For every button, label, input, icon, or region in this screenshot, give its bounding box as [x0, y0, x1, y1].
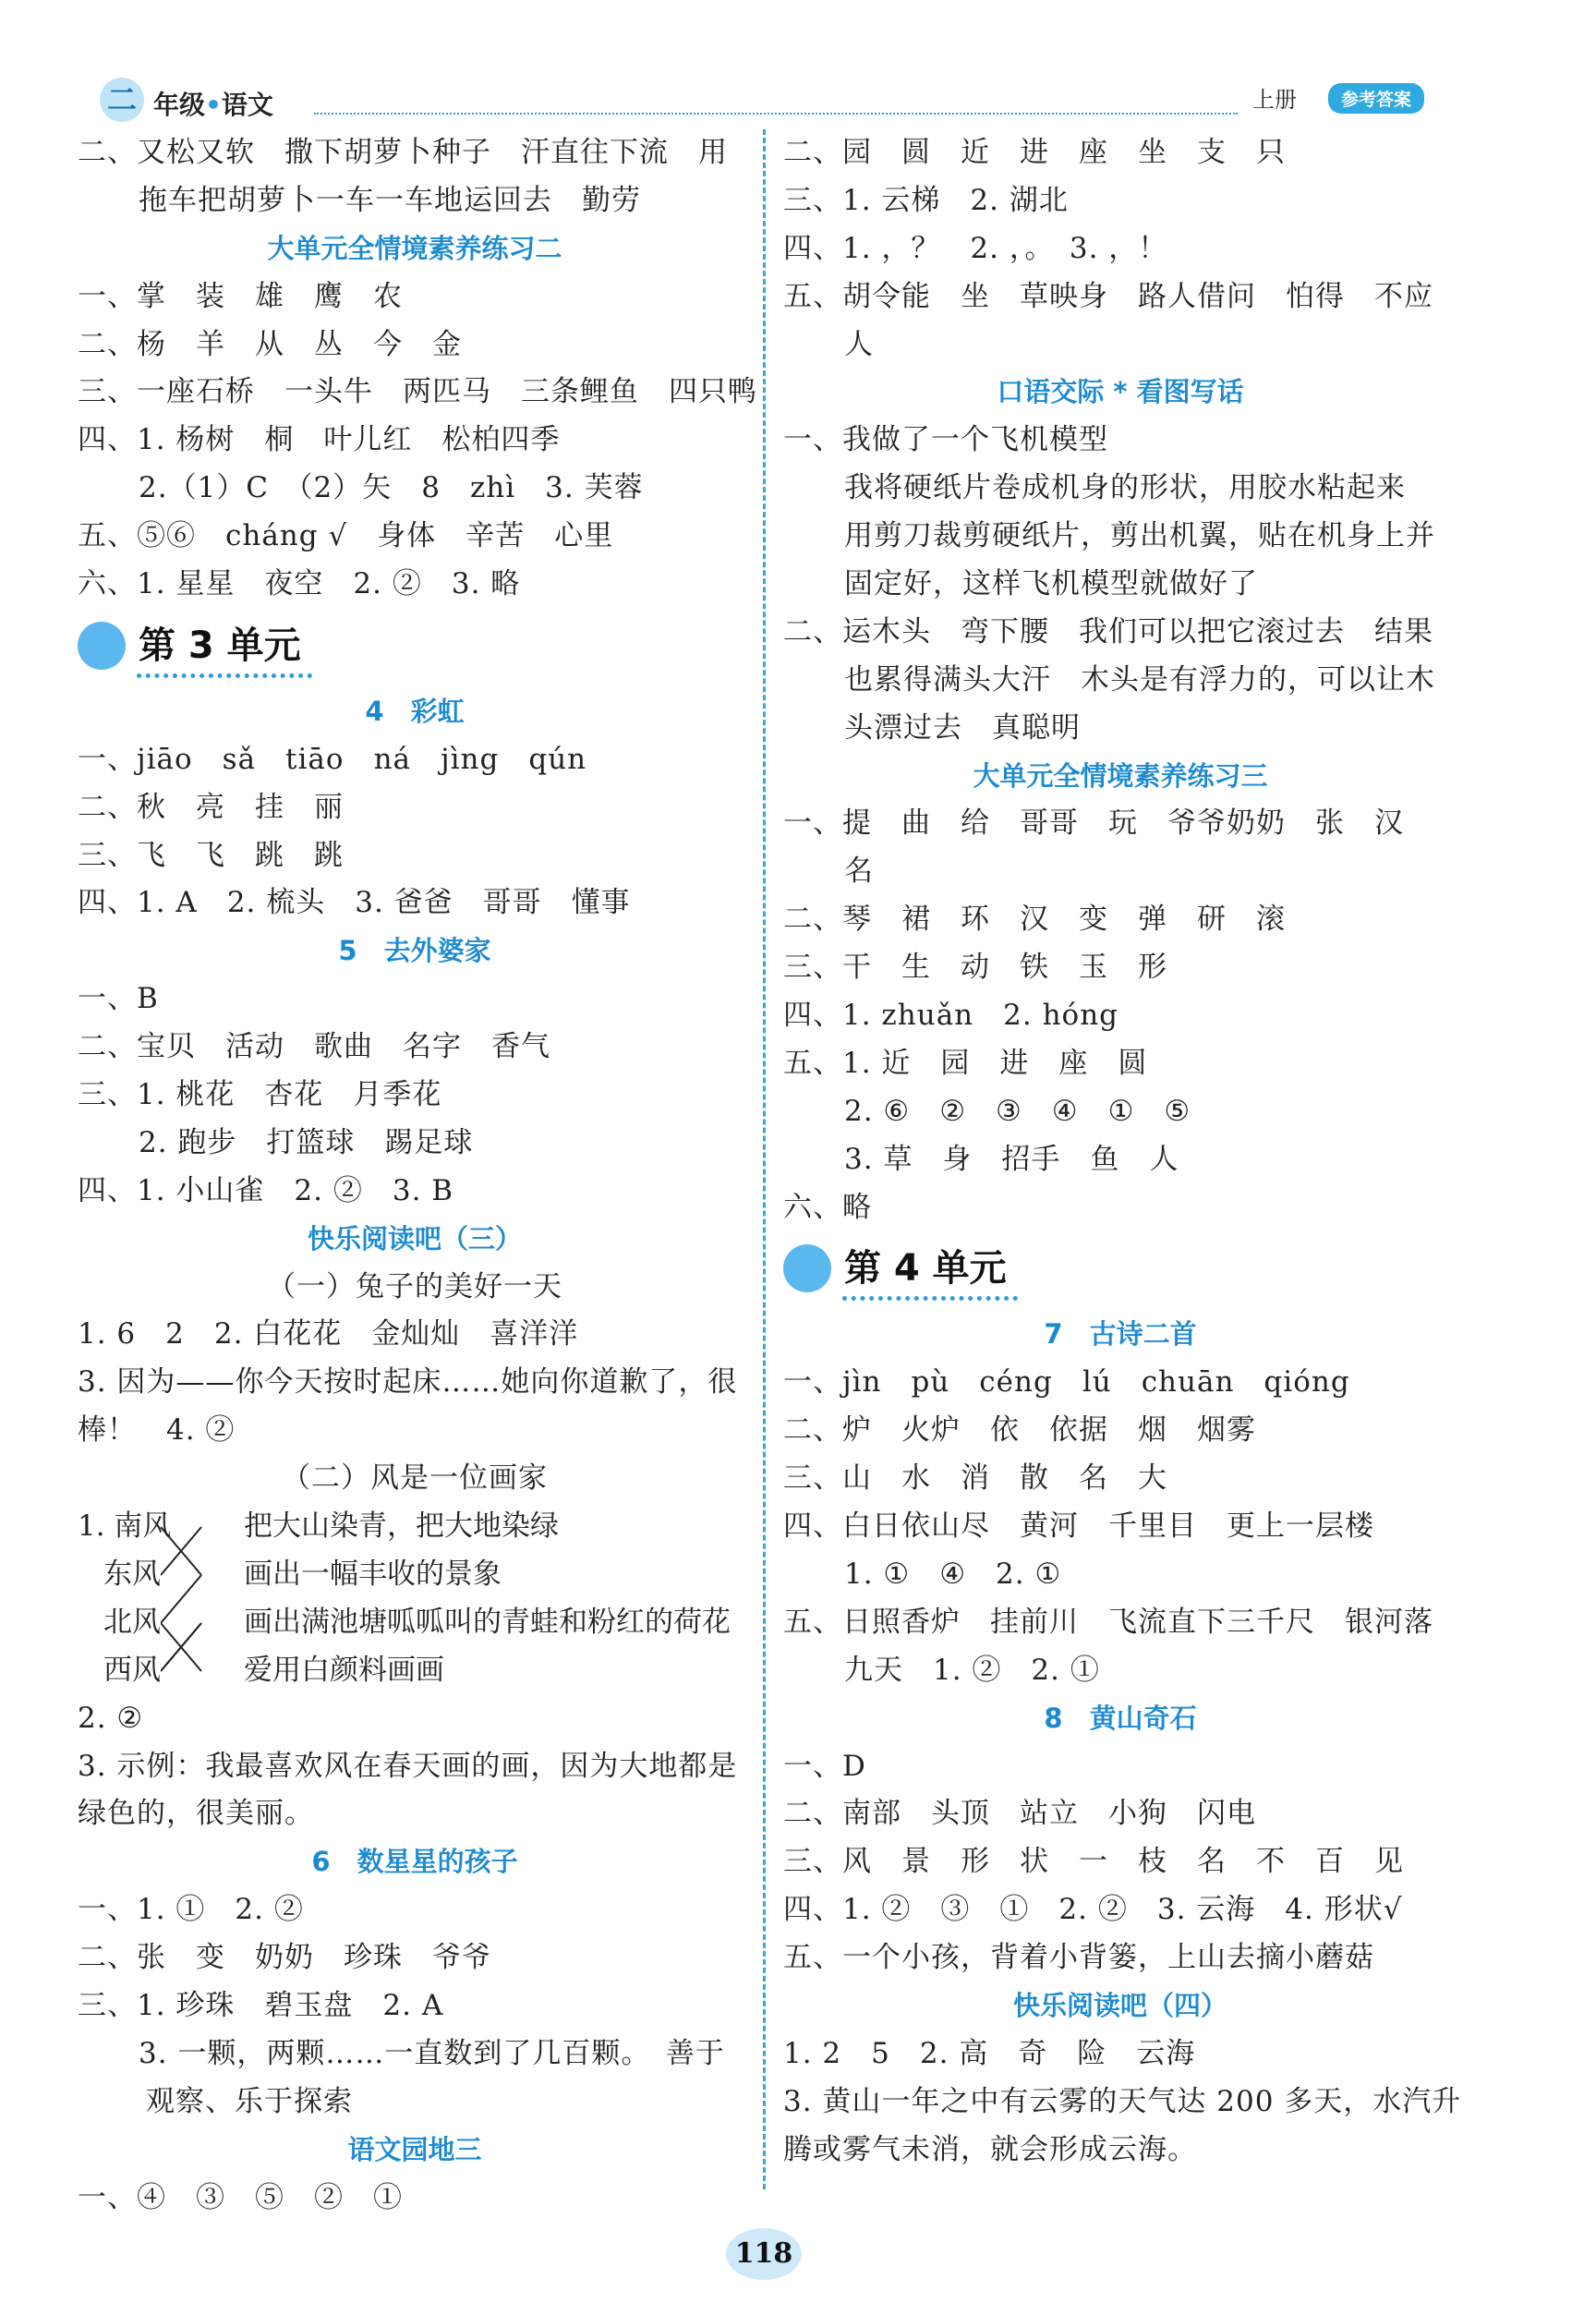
answer-line: 四、1. 小山雀 2. ② 3. B — [78, 1173, 454, 1207]
answer-line: 二、杨 羊 从 丛 今 金 — [78, 327, 462, 361]
answer-line: 二、琴 裙 环 汉 变 弹 研 滚 — [783, 903, 1286, 937]
answer-line: 3. 因为——你今天按时起床……她向你道歉了，很 — [78, 1365, 738, 1400]
answer-line: 拖车把胡萝卜一车一车地运回去 勤劳 — [139, 183, 641, 217]
answer-line: 二、炉 火炉 依 依据 烟 烟雾 — [783, 1413, 1256, 1448]
answer-line: 一、1. ① 2. ② — [78, 1893, 304, 1927]
left-column — [78, 129, 757, 2222]
answer-line: 名 — [844, 855, 874, 889]
answer-line: 一、掌 装 雄 鹰 农 — [78, 279, 403, 313]
answer-line: 三、山 水 消 散 名 大 — [783, 1461, 1167, 1496]
answer-line: 五、胡令能 坐 草映身 路人借问 怕得 不应 — [783, 279, 1433, 313]
unit-title: 第 3 单元 — [139, 624, 301, 667]
answer-line: 三、1. 桃花 杏花 月季花 — [78, 1078, 442, 1112]
answer-line: 一、④ ③ ⑤ ② ① — [78, 2180, 403, 2214]
answer-line: 3. 一颗，两颗……一直数到了几百颗。 善于 — [139, 2036, 725, 2070]
answer-line: 2. ② — [78, 1701, 144, 1735]
section-title: 6 数星星的孩子 — [311, 1846, 518, 1878]
match-left-item: 西风 — [103, 1653, 161, 1687]
column-divider — [763, 129, 766, 2189]
matching-lines — [161, 1503, 244, 1695]
match-left-item: 东风 — [103, 1557, 161, 1591]
unit-circle-icon — [78, 622, 126, 670]
answer-line: 二、运木头 弯下腰 我们可以把它滚过去 结果 — [783, 614, 1433, 648]
unit-underline — [842, 1296, 1018, 1301]
answer-line: 二、园 圆 近 进 座 坐 支 只 — [783, 136, 1286, 169]
answer-line: 五、日照香炉 挂前川 飞流直下三千尺 银河落 — [783, 1605, 1433, 1639]
answer-line: 观察、乐于探索 — [146, 2084, 353, 2118]
answer-line: 用剪刀裁剪硬纸片，剪出机翼，贴在机身上并 — [844, 519, 1435, 553]
answer-line: 也累得满头大汗 木头是有浮力的，可以让木 — [844, 662, 1435, 697]
section-title: 7 古诗二首 — [1044, 1318, 1197, 1351]
answer-line: 1. 6 2 2. 白花花 金灿灿 喜洋洋 — [78, 1317, 579, 1351]
answer-line: 五、⑤⑥ cháng √ 身体 辛苦 心里 — [78, 519, 614, 553]
answer-line: 三、飞 飞 跳 跳 — [78, 838, 344, 872]
match-right-item: 把大山染青，把大地染绿 — [244, 1509, 559, 1544]
volume-label: 上册 — [1252, 87, 1297, 113]
answer-line: 二、又松又软 撒下胡萝卜种子 汗直往下流 用 — [78, 136, 728, 169]
answer-line: 九天 1. ② 2. ① — [844, 1653, 1100, 1687]
header-dot: • — [205, 90, 222, 120]
header-dotted-line — [314, 113, 1238, 115]
answer-line: 二、南部 头顶 站立 小狗 闪电 — [783, 1797, 1256, 1831]
subsection-title: （二）风是一位画家 — [282, 1461, 548, 1496]
unit-circle-icon — [783, 1244, 831, 1292]
page-number: 118 — [726, 2228, 802, 2280]
answer-line: 3. 黄山一年之中有云雾的天气达 200 多天，水汽升 — [783, 2084, 1462, 2118]
answer-line: 1. ① ④ 2. ① — [844, 1557, 1062, 1591]
answer-line: 腾或雾气未消，就会形成云海。 — [783, 2132, 1197, 2166]
answer-key-badge: 参考答案 — [1328, 83, 1424, 114]
answer-line: 二、张 变 奶奶 珍珠 爷爷 — [78, 1941, 491, 1975]
section-title: 快乐阅读吧（三） — [307, 1222, 522, 1255]
answer-line: 六、略 — [783, 1190, 872, 1224]
answer-line: 三、1. 云梯 2. 湖北 — [783, 183, 1069, 217]
answer-line: 一、提 曲 给 哥哥 玩 爷爷奶奶 张 汉 — [783, 806, 1404, 841]
answer-line: 五、一个小孩，背着小背篓，上山去摘小蘑菇 — [783, 1941, 1374, 1975]
answer-line: 六、1. 星星 夜空 2. ② 3. 略 — [78, 567, 521, 601]
section-title: 4 彩虹 — [365, 695, 465, 727]
section-title: 5 去外婆家 — [338, 935, 491, 967]
page-header — [92, 74, 1459, 126]
grade-text: 年级 — [153, 90, 206, 120]
matching-exercise — [78, 1503, 752, 1695]
answer-line: 棒！ 4. ② — [78, 1413, 236, 1448]
answer-line: 绿色的，很美丽。 — [78, 1797, 314, 1831]
answer-line: 一、jiāo sǎ tiāo ná jìng qún — [78, 742, 587, 776]
answer-line: 2. 跑步 打篮球 踢足球 — [139, 1125, 474, 1159]
right-column — [783, 129, 1462, 2175]
answer-line: 四、1. zhuǎn 2. hóng — [783, 999, 1119, 1033]
answer-line: 二、秋 亮 挂 丽 — [78, 790, 344, 824]
answer-line: 我将硬纸片卷成机身的形状，用胶水粘起来 — [844, 471, 1406, 505]
answer-line: 人 — [844, 327, 874, 361]
answer-line: 一、jìn pù céng lú chuān qióng — [783, 1365, 1350, 1400]
match-left-item: 北风 — [103, 1605, 161, 1639]
match-left-item: 1. 南风 — [78, 1509, 172, 1544]
unit-underline — [137, 673, 312, 678]
section-title: 口语交际 * 看图写话 — [997, 376, 1244, 408]
answer-line: 四、白日依山尽 黄河 千里目 更上一层楼 — [783, 1509, 1374, 1544]
match-right-item: 爱用白颜料画画 — [244, 1653, 444, 1687]
section-title: 大单元全情境素养练习二 — [267, 232, 562, 264]
section-title: 快乐阅读吧（四） — [1012, 1989, 1227, 2021]
answer-line: 四、1. ，？ 2. ，。 3. ，！ — [783, 231, 1168, 265]
section-title: 大单元全情境素养练习三 — [973, 759, 1268, 792]
answer-line: 3. 示例：我最喜欢风在春天画的画，因为大地都是 — [78, 1749, 738, 1783]
answer-line: 2.（1）C （2）矢 8 zhì 3. 芙蓉 — [139, 471, 644, 505]
answer-line: 三、风 景 形 状 一 枝 名 不 百 见 — [783, 1845, 1404, 1879]
match-line — [161, 1575, 201, 1623]
answer-line: 2. ⑥ ② ③ ④ ① ⑤ — [844, 1094, 1191, 1128]
unit-title: 第 4 单元 — [844, 1247, 1007, 1291]
answer-line: 三、干 生 动 铁 玉 形 — [783, 951, 1167, 985]
answer-line: 四、1. ② ③ ① 2. ② 3. 云海 4. 形状√ — [783, 1893, 1403, 1927]
answer-line: 一、B — [78, 982, 159, 1016]
section-title: 语文园地三 — [347, 2133, 482, 2165]
subject-text: 语文 — [221, 90, 273, 120]
answer-line: 头漂过去 真聪明 — [844, 710, 1081, 745]
answer-line: 三、一座石桥 一头牛 两匹马 三条鲤鱼 四只鸭 — [78, 375, 757, 409]
section-title: 8 黄山奇石 — [1044, 1702, 1197, 1734]
answer-line: 一、D — [783, 1749, 866, 1783]
answer-line: 五、1. 近 园 进 座 圆 — [783, 1046, 1148, 1080]
answer-line: 固定好，这样飞机模型就做好了 — [844, 567, 1258, 601]
grade-badge: 二 — [100, 78, 144, 122]
answer-line: 三、1. 珍珠 碧玉盘 2. A — [78, 1988, 444, 2022]
header-title — [153, 85, 273, 122]
answer-line: 二、宝贝 活动 歌曲 名字 香气 — [78, 1030, 550, 1064]
subsection-title: （一）兔子的美好一天 — [267, 1269, 562, 1303]
unit-heading — [783, 1231, 1457, 1311]
answer-line: 1. 2 5 2. 高 奇 险 云海 — [783, 2036, 1196, 2070]
answer-line: 四、1. 杨树 桐 叶儿红 松柏四季 — [78, 423, 561, 457]
match-right-item: 画出一幅丰收的景象 — [244, 1557, 502, 1591]
answer-line: 四、1. A 2. 梳头 3. 爸爸 哥哥 懂事 — [78, 886, 631, 920]
answer-line: 3. 草 身 招手 鱼 人 — [844, 1142, 1179, 1176]
unit-heading — [78, 609, 752, 688]
answer-line: 一、我做了一个飞机模型 — [783, 423, 1108, 457]
match-right-item: 画出满池塘呱呱叫的青蛙和粉红的荷花 — [244, 1605, 731, 1639]
